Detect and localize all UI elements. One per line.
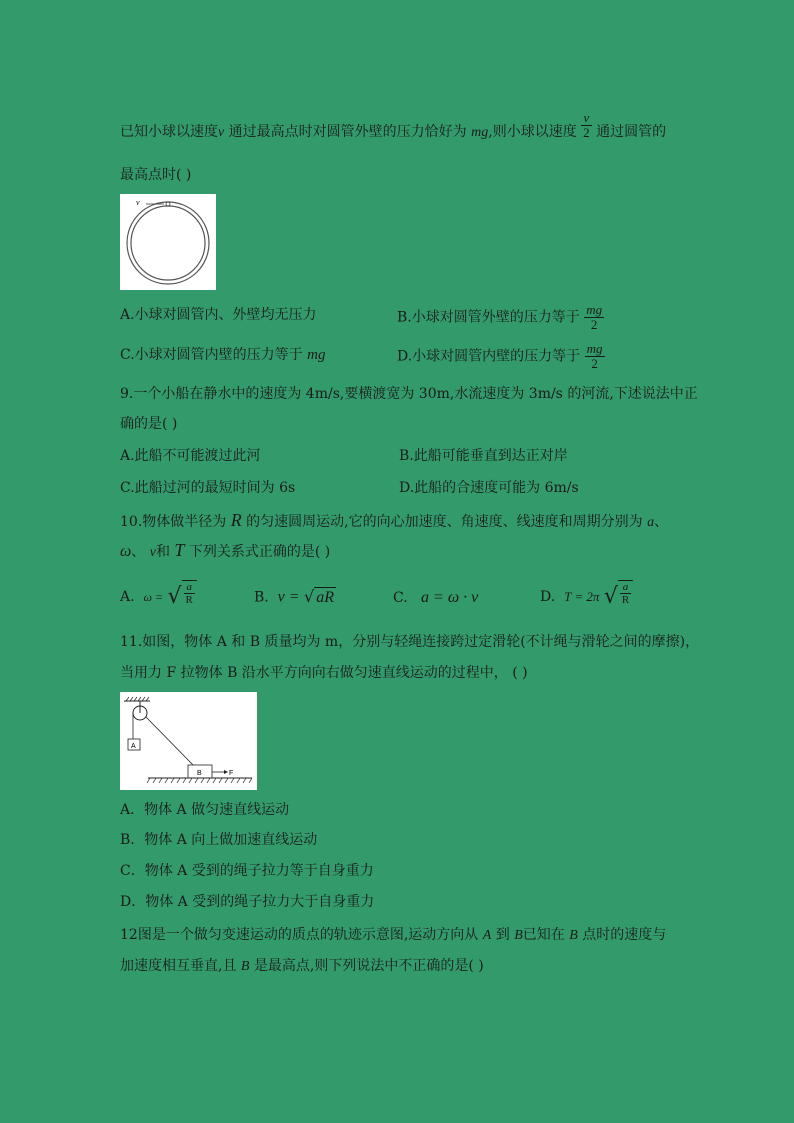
svg-text:A: A [131,743,136,750]
q10-option-a: A. ω = √ $\frac{a}{R}$ [120,580,197,614]
q9-option-c: C.此船过河的最短时间为 6s [120,480,296,496]
svg-text:B: B [197,770,202,777]
svg-text:F: F [229,770,234,777]
var-v: v [218,125,225,140]
fraction-mg-over-2: $\frac{mg}{2}$ [586,341,603,371]
circular-tube-figure [120,194,216,290]
q11-option-b: B．物体 A 向上做加速直线运动 [120,832,318,848]
q10-option-d: D. T = 2π √ $\frac{a}{R}$ [540,580,633,614]
q9-option-d: D.此船的合速度可能为 6m/s [399,480,579,496]
q8-option-c: C.小球对圆管内壁的压力等于 mg [120,347,326,363]
q9-option-b: B.此船可能垂直到达正对岸 [399,448,568,464]
q10-line1: 10.物体做半径为 R 的匀速圆周运动,它的向心加速度、角速度、线速度和周期分别为 a、 [120,510,669,530]
sqrt-a-over-R: √ $\frac{a}{R}$ [604,580,633,614]
var-mg: mg [471,125,489,140]
q11-option-a: A．物体 A 做匀速直线运动 [120,802,290,818]
fraction-mg-over-2: $\frac{mg}{2}$ [586,302,603,332]
pulley-diagram [120,692,257,790]
ball-icon [166,202,170,206]
q9-line2: 确的是( ) [120,416,178,432]
q8-line1: 已知小球以速度v 通过最高点时对圆管外壁的压力恰好为 mg,则小球以速度 $\frac{v}{2}$ 通过圆管的 [120,109,667,140]
pulley-figure [120,692,257,790]
q9-option-a: A.此船不可能渡过此河 [120,448,261,464]
sqrt-aR: √ aR [304,587,334,606]
q8-option-a: A.小球对圆管内、外壁均无压力 [120,307,317,323]
fraction-v-over-2: $\frac{v}{2}$ [583,109,590,140]
fig-v-label: v [136,198,140,207]
q12-line2: 加速度相互垂直,且 B 是最高点,则下列说法中不正确的是( ) [120,958,484,974]
q11-line2: 当用力 F 拉物体 B 沿水平方向向右做匀速直线运动的过程中， ( ) [120,665,528,681]
q8-option-d: D.小球对圆管内壁的压力等于 $\frac{mg}{2}$ [397,341,603,371]
q11-option-c: C．物体 A 受到的绳子拉力等于自身重力 [120,863,374,879]
q12-line1: 12图是一个做匀变速运动的质点的轨迹示意图,运动方向从 A 到 B已知在 B 点时的速度与 [120,927,667,943]
sqrt-a-over-R: √ $\frac{a}{R}$ [168,580,197,614]
q8-option-b: B.小球对圆管外壁的压力等于 $\frac{mg}{2}$ [397,302,603,332]
q10-option-c: C. a = ω · v [393,589,479,606]
q8-line2: 最高点时( ) [120,167,192,183]
q11-option-d: D．物体 A 受到的绳子拉力大于自身重力 [120,894,375,910]
q10-line2: ω、 v和 T 下列关系式正确的是( ) [120,540,331,560]
q11-line1: 11.如图，物体 A 和 B 质量均为 m，分别与轻绳连接跨过定滑轮(不计绳与滑轮之间的摩擦)， [120,634,700,650]
q9-line1: 9.一个小船在静水中的速度为 4m/s,要横渡宽为 30m,水流速度为 3m/s 的河流,下述说法中正 [120,386,698,402]
circular-tube-diagram [120,194,216,290]
q10-option-b: B. v = √ aR [254,587,334,606]
